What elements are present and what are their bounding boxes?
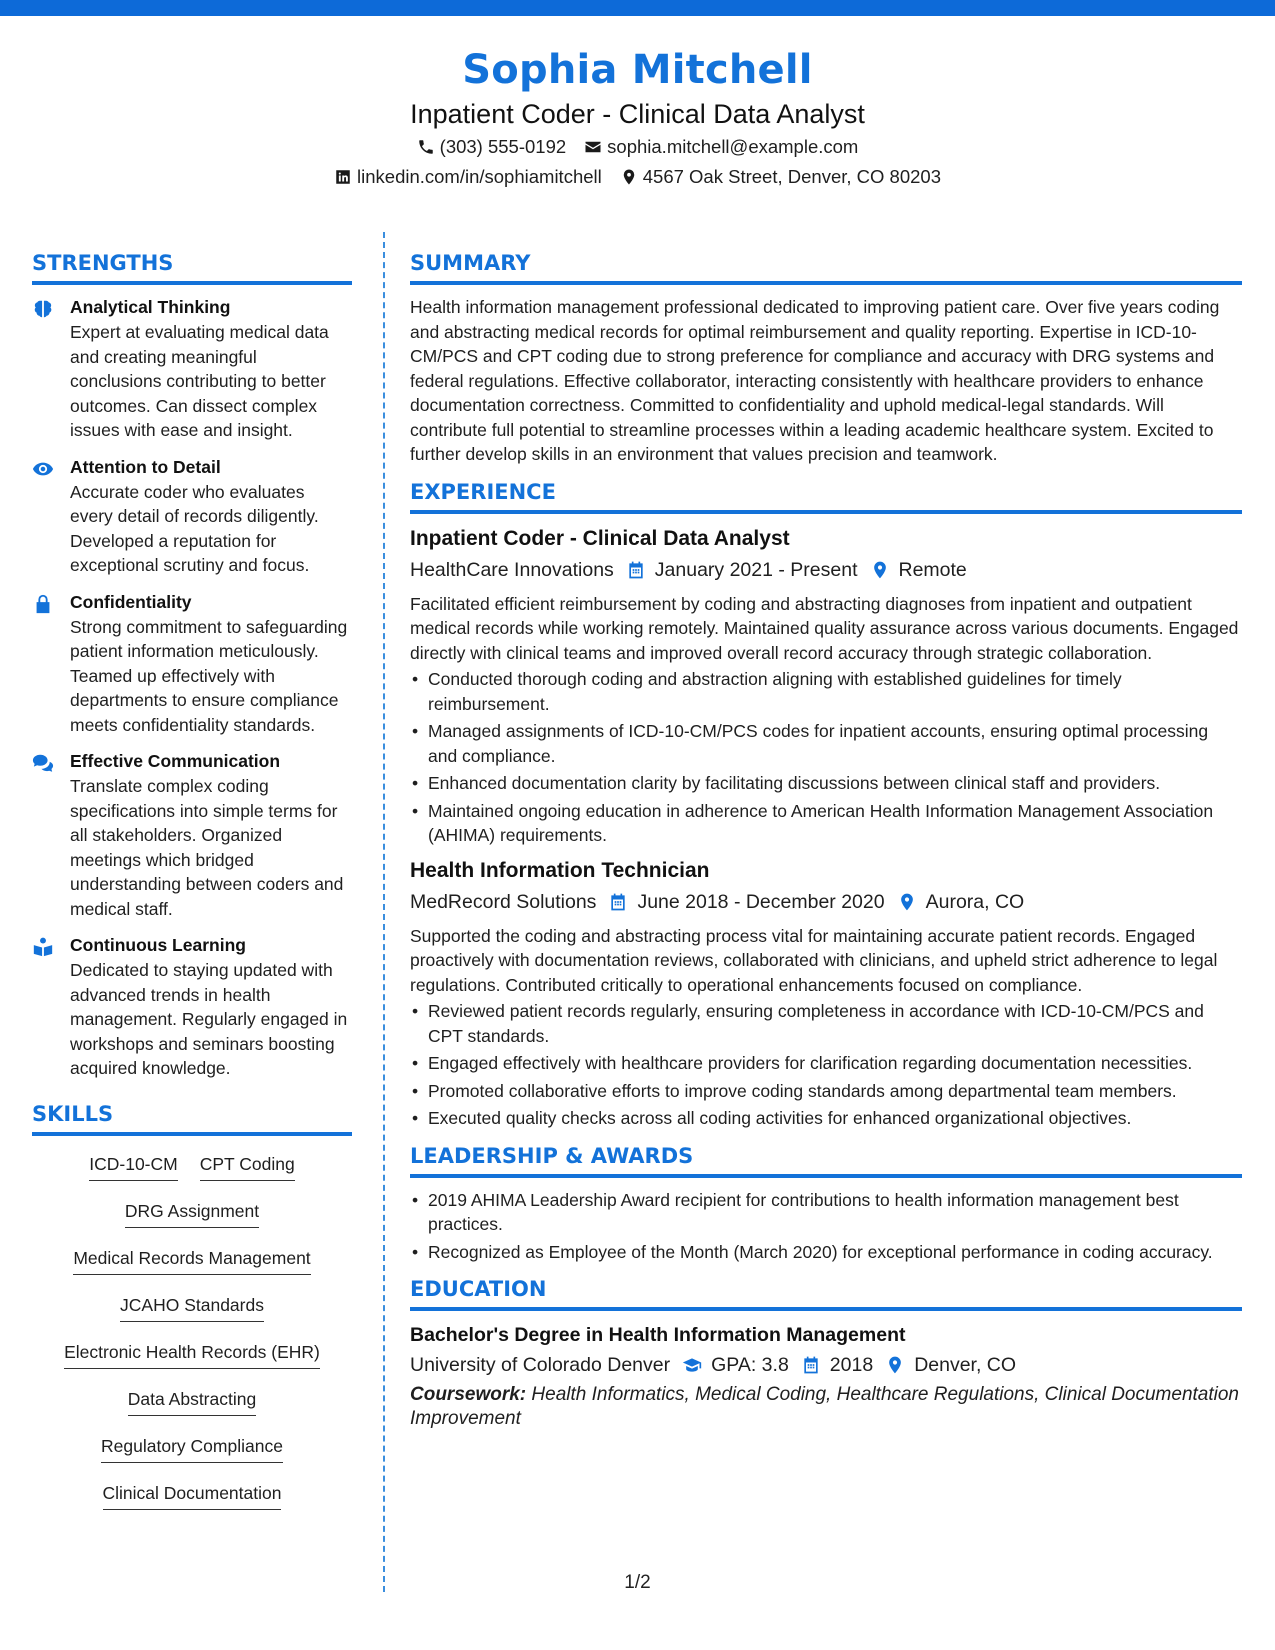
contact-row-1 <box>0 132 1275 162</box>
calendar-icon <box>626 560 646 580</box>
skill-tag: DRG Assignment <box>125 1199 259 1228</box>
list-item: • Reviewed patient records regularly, ensuring completeness in accordance with ICD-10-CM/PCS and CPT standards. <box>410 999 1242 1048</box>
coursework <box>410 1383 1242 1431</box>
education-heading: EDUCATION <box>410 1274 1242 1311</box>
list-item: • Enhanced documentation clarity by facilitating discussions between clinical staff and providers. <box>410 771 1242 796</box>
map-marker-icon <box>897 892 917 912</box>
brain-icon <box>32 298 54 320</box>
skill-tag: Medical Records Management <box>73 1246 310 1275</box>
list-item: • Conducted thorough coding and abstraction aligning with established guidelines for timely reimbursement. <box>410 667 1242 716</box>
column-divider <box>383 232 385 1592</box>
comments-icon <box>32 752 54 774</box>
skills-list <box>32 1146 352 1510</box>
job-description: Supported the coding and abstracting process vital for maintaining accurate patient records. Engaged proactively with documentation reviews, collaborated with clinicians, and upheld strict adherence to legal regulations. Contributed critically to operational enhancements focused on compliance. <box>410 925 1218 995</box>
job-meta <box>410 554 1242 586</box>
list-item: • Engaged effectively with healthcare providers for clarification regarding documentation necessities. <box>410 1051 1242 1076</box>
strength-item <box>32 590 352 738</box>
left-column <box>32 248 352 1510</box>
skill-tag: Regulatory Compliance <box>101 1434 283 1463</box>
education-meta <box>410 1349 1242 1381</box>
company-name: MedRecord Solutions <box>410 890 597 913</box>
skill-tag: JCAHO Standards <box>120 1293 264 1322</box>
linkedin-icon <box>334 168 352 186</box>
right-column <box>410 248 1242 1431</box>
summary-heading: SUMMARY <box>410 248 1242 285</box>
calendar-icon <box>801 1355 821 1375</box>
resume-header <box>0 42 1275 192</box>
job-bullets <box>410 667 1242 848</box>
map-marker-icon <box>885 1355 905 1375</box>
job-entry <box>410 856 1242 1131</box>
strength-title: Analytical Thinking <box>70 297 231 317</box>
awards-list <box>410 1188 1242 1265</box>
job-dates: June 2018 - December 2020 <box>637 890 885 913</box>
list-item: • Maintained ongoing education in adherence to American Health Information Management Association (AHIMA) requirements. <box>410 799 1242 848</box>
phone-icon <box>417 138 435 156</box>
strength-item <box>32 455 352 578</box>
phone-text: (303) 555-0192 <box>439 136 567 157</box>
candidate-name: Sophia Mitchell <box>462 47 813 93</box>
strength-item <box>32 295 352 443</box>
list-item: • Executed quality checks across all coding activities for enhanced organizational objectives. <box>410 1106 1242 1131</box>
skill-tag: ICD-10-CM <box>89 1152 177 1181</box>
email-item[interactable] <box>584 132 858 162</box>
candidate-title: Inpatient Coder - Clinical Data Analyst <box>410 99 865 129</box>
school-name: University of Colorado Denver <box>410 1354 671 1376</box>
school-location: Denver, CO <box>914 1354 1017 1376</box>
page-number: 1/2 <box>624 1572 651 1593</box>
awards-heading: LEADERSHIP & AWARDS <box>410 1141 1242 1178</box>
summary-text: Health information management professional dedicated to improving patient care. Over five years coding and abstracting medical records for optimal reimbursement and quality reporting. Expertise in ICD-10-CM/PCS and CPT coding due to strong preference for compliance and accuracy with DRG systems and federal regulations. Effective collaborator, interacting consistently with healthcare providers to enhance documentation correctness. Committed to confidentiality and uphold medical-legal standards. Will contribute full potential to streamline processes within a leading academic healthcare system. Excited to further develop skills in an environment that values precision and teamwork. <box>410 297 1220 464</box>
job-location: Aurora, CO <box>925 890 1025 913</box>
linkedin-item[interactable] <box>334 162 602 192</box>
contact-row-2 <box>0 162 1275 192</box>
map-marker-icon <box>870 560 890 580</box>
strength-text: Dedicated to staying updated with advanced trends in health management. Regularly engaged in workshops and seminars boosting acquired knowledge. <box>70 960 348 1078</box>
phone-item <box>417 132 567 162</box>
strength-text: Strong commitment to safeguarding patient information meticulously. Teamed up effectively with departments to ensure compliance meets confidentiality standards. <box>70 616 348 735</box>
company-name: HealthCare Innovations <box>410 558 614 581</box>
strength-title: Continuous Learning <box>70 935 246 955</box>
skill-tag: Data Abstracting <box>128 1387 256 1416</box>
job-description: Facilitated efficient reimbursement by coding and abstracting diagnoses from inpatient and outpatient medical records while working remotely. Maintained quality assurance across various documents. Engaged directly with clinical teams and improved overall record accuracy through strategic collaboration. <box>410 593 1239 663</box>
experience-heading: EXPERIENCE <box>410 477 1242 514</box>
gpa: GPA: 3.8 <box>711 1354 789 1376</box>
skill-tag: Clinical Documentation <box>103 1481 282 1510</box>
skill-tag: CPT Coding <box>200 1152 295 1181</box>
strength-item <box>32 749 352 921</box>
list-item: • Managed assignments of ICD-10-CM/PCS codes for inpatient accounts, ensuring optimal processing and compliance. <box>410 719 1242 768</box>
envelope-icon <box>584 138 602 156</box>
skill-tag: Electronic Health Records (EHR) <box>64 1340 320 1369</box>
coursework-text: Health Informatics, Medical Coding, Healthcare Regulations, Clinical Documentation Improvement <box>410 1384 1239 1429</box>
list-item: • Promoted collaborative efforts to improve coding standards among departmental team members. <box>410 1079 1242 1104</box>
job-location: Remote <box>898 558 967 581</box>
strength-text: Accurate coder who evaluates every detail of records diligently. Developed a reputation for exceptional scrutiny and focus. <box>70 481 319 575</box>
graduation-cap-icon <box>682 1355 702 1375</box>
strengths-heading: STRENGTHS <box>32 248 352 285</box>
list-item: • 2019 AHIMA Leadership Award recipient for contributions to health information management best practices. <box>410 1188 1242 1237</box>
coursework-label: Coursework: <box>410 1384 527 1405</box>
lock-icon <box>32 593 54 615</box>
graduation-year: 2018 <box>829 1354 874 1376</box>
address-item <box>620 162 941 192</box>
book-reader-icon <box>32 936 54 958</box>
strength-text: Expert at evaluating medical data and creating meaningful conclusions contributing to better outcomes. Can dissect complex issues with ease and insight. <box>70 322 329 440</box>
address-text: 4567 Oak Street, Denver, CO 80203 <box>642 166 941 187</box>
skills-heading: SKILLS <box>32 1099 352 1136</box>
linkedin-link[interactable]: linkedin.com/in/sophiamitchell <box>357 166 602 187</box>
degree-title: Bachelor's Degree in Health Information Management <box>410 1324 906 1346</box>
job-entry <box>410 524 1242 848</box>
eye-icon <box>32 458 54 480</box>
strength-title: Confidentiality <box>70 591 192 612</box>
job-dates: January 2021 - Present <box>654 558 858 581</box>
job-title: Health Information Technician <box>410 858 710 882</box>
strength-item <box>32 933 352 1081</box>
map-marker-icon <box>620 168 638 186</box>
job-meta <box>410 886 1242 918</box>
strength-title: Effective Communication <box>70 751 281 771</box>
strength-text: Translate complex coding specifications into simple terms for all stakeholders. Organized meetings which bridged understanding between coders and medical staff. <box>70 776 344 919</box>
list-item: • Recognized as Employee of the Month (March 2020) for exceptional performance in coding accuracy. <box>410 1240 1242 1265</box>
job-title: Inpatient Coder - Clinical Data Analyst <box>410 526 790 550</box>
strength-title: Attention to Detail <box>70 456 221 477</box>
calendar-icon <box>608 892 628 912</box>
email-link[interactable]: sophia.mitchell@example.com <box>607 136 859 157</box>
job-bullets <box>410 999 1242 1131</box>
top-accent-bar <box>0 0 1275 16</box>
